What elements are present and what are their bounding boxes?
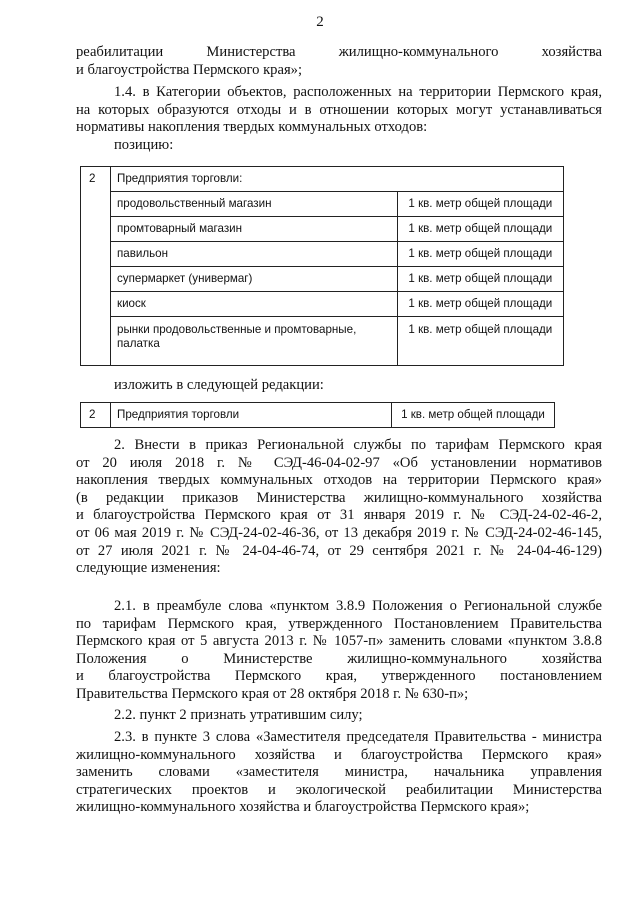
item-1-4-paragraph	[76, 84, 602, 154]
table-row	[81, 292, 564, 317]
group-number-cell: 2	[81, 167, 111, 366]
text-line: 1.4. в Категории объектов, расположенных на территории Пермского края,	[114, 84, 602, 100]
unit-cell: 1 кв. метр общей площади	[397, 317, 563, 366]
category-name-cell: Предприятия торговли	[111, 403, 392, 428]
text-line: и благоустройства Пермского края, утвержденного постановлением	[76, 668, 602, 685]
item-2-2-paragraph	[76, 707, 602, 725]
unit-cell: 1 кв. метр общей площади	[397, 217, 563, 242]
table-row	[81, 242, 564, 267]
unit-cell: 1 кв. метр общей площади	[392, 403, 555, 428]
old-position-table	[80, 166, 564, 366]
text-line: 2.3. в пункте 3 слова «Заместителя председателя Правительства - министра	[114, 729, 602, 745]
unit-cell: 1 кв. метр общей площади	[397, 292, 563, 317]
category-name-cell: промтоварный магазин	[111, 217, 398, 242]
table-row	[81, 192, 564, 217]
text-line: нормативы накопления твердых коммунальных отходов:	[76, 119, 428, 136]
page-number: 2	[316, 14, 324, 30]
number-cell: 2	[81, 403, 111, 428]
item-2-1-paragraph	[76, 598, 602, 704]
text-line: на которых образуются отходы и в отношении которых могут устанавливаться	[76, 101, 602, 118]
text-line: изложить в следующей редакции:	[114, 377, 324, 393]
table-row	[81, 167, 564, 192]
text-line: 2. Внести в приказ Региональной службы по тарифам Пермского края	[114, 437, 602, 453]
text-line: следующие изменения:	[76, 560, 221, 577]
unit-cell: 1 кв. метр общей площади	[397, 242, 563, 267]
category-name-cell: рынки продовольственные и промтоварные, палатка	[111, 317, 398, 366]
text-line: и благоустройства Пермского края от 31 января 2019 г. № СЭД-24-02-46-2,	[76, 507, 602, 524]
text-line: жилищно-коммунального хозяйства и благоустройства Пермского края»;	[76, 799, 530, 816]
table-row	[81, 317, 564, 366]
text-line: позицию:	[114, 136, 174, 153]
text-line: от 20 июля 2018 г. № СЭД-46-04-02-97 «Об установлении нормативов	[76, 454, 602, 471]
text-line: жилищно-коммунального хозяйства и благоустройства Пермского края»	[76, 746, 602, 763]
text-line: Правительства Пермского края от 28 октября 2018 г. № 630-п»;	[76, 685, 469, 702]
text-line: 2.1. в преамбуле слова «пунктом 3.8.9 Положения о Региональной службе	[114, 598, 602, 614]
text-line: накопления твердых коммунальных отходов на территории Пермского края»	[76, 472, 602, 489]
category-name-cell: киоск	[111, 292, 398, 317]
category-name-cell: павильон	[111, 242, 398, 267]
item-2-3-paragraph	[76, 729, 602, 817]
unit-cell: 1 кв. метр общей площади	[397, 267, 563, 292]
text-line: заменить словами «заместителя министра, начальника управления	[76, 764, 602, 781]
table-row	[81, 403, 555, 428]
text-line: стратегических проектов и экологической реабилитации Министерства	[76, 781, 602, 798]
text-line: Пермского края от 5 августа 2013 г. № 1057-п» заменить словами «пунктом 3.8.8	[76, 633, 602, 650]
text-line: от 27 июля 2021 г. № 24-04-46-74, от 29 сентября 2021 г. № 24-04-46-129)	[76, 542, 602, 559]
text-line: (в редакции приказов Министерства жилищно-коммунального хозяйства	[76, 489, 602, 506]
category-name-cell: супермаркет (универмаг)	[111, 267, 398, 292]
unit-cell: 1 кв. метр общей площади	[397, 192, 563, 217]
restate-paragraph	[76, 377, 602, 395]
intro-paragraph	[76, 44, 602, 79]
text-line: от 06 мая 2019 г. № СЭД-24-02-46-36, от 13 декабря 2019 г. № СЭД-24-02-46-145,	[76, 524, 602, 541]
category-name-cell: продовольственный магазин	[111, 192, 398, 217]
item-2-paragraph	[76, 437, 602, 578]
text-line: по тарифам Пермского края, утвержденного Постановлением Правительства	[76, 615, 602, 632]
group-title-cell: Предприятия торговли:	[111, 167, 564, 192]
table-row	[81, 267, 564, 292]
text-line: реабилитации Министерства жилищно-коммунального хозяйства	[76, 44, 602, 60]
text-line: 2.2. пункт 2 признать утратившим силу;	[114, 707, 363, 723]
text-line: Положения о Министерстве жилищно-коммунального хозяйства	[76, 650, 602, 667]
new-position-table	[80, 402, 555, 428]
table-row	[81, 217, 564, 242]
text-line: и благоустройства Пермского края»;	[76, 61, 303, 78]
